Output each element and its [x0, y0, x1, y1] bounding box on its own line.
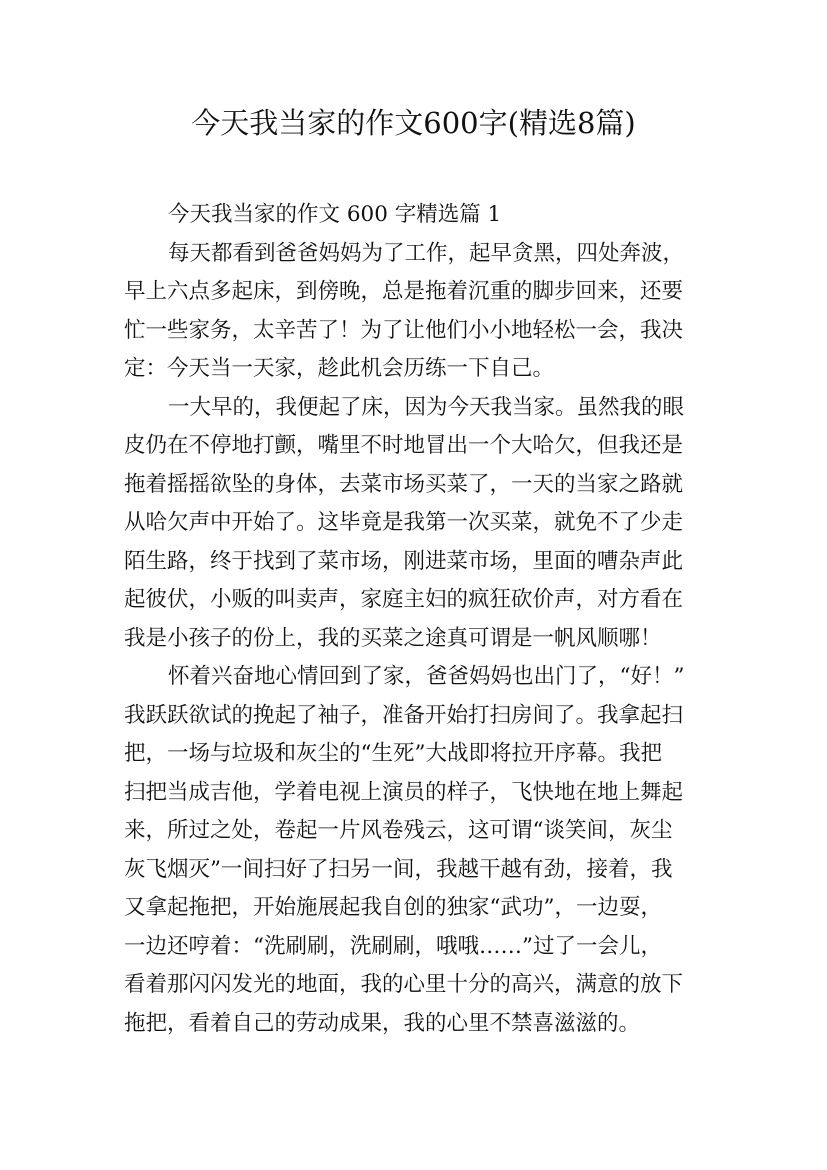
- paragraph-line: 看着那闪闪发光的地面，我的心里十分的高兴，满意的放下: [124, 972, 684, 997]
- section-heading: 今天我当家的作文 600 字精选篇 1: [168, 202, 502, 227]
- paragraph-line: 早上六点多起床，到傍晚，总是拖着沉重的脚步回来，还要: [124, 279, 684, 304]
- paragraph-line: 一边还哼着：“洗刷刷，洗刷刷，哦哦……”过了一会儿，: [124, 933, 662, 959]
- paragraph-line: 一大早的，我便起了床，因为今天我当家。虽然我的眼: [168, 394, 685, 420]
- document-title: 今天我当家的作文600字(精选8篇): [191, 106, 636, 140]
- paragraph-line: 定：今天当一天家，趁此机会历练一下自己。: [124, 356, 555, 381]
- paragraph-line: 又拿起拖把，开始施展起我自创的独家“武功”，一边耍，: [124, 895, 662, 920]
- document-body: [124, 196, 704, 1043]
- paragraph-line: 起彼伏，小贩的叫卖声，家庭主妇的疯狂砍价声，对方看在: [124, 587, 684, 612]
- paragraph-line: 灰飞烟灭”一间扫好了扫另一间，我越干越有劲，接着，我: [124, 856, 673, 882]
- paragraph-line: 皮仍在不停地打颤，嘴里不时地冒出一个大哈欠，但我还是: [124, 433, 684, 458]
- paragraph-line: 忙一些家务，太辛苦了！为了让他们小小地轻松一会，我决: [124, 317, 684, 343]
- paragraph-line: 扫把当成吉他，学着电视上演员的样子，飞快地在地上舞起: [124, 779, 684, 805]
- paragraph-line: 我跃跃欲试的挽起了袖子，准备开始打扫房间了。我拿起扫: [124, 702, 684, 728]
- paragraph-line: 陌生路，终于找到了菜市场，刚进菜市场，里面的嘈杂声此: [124, 548, 684, 574]
- paragraph-line: 怀着兴奋地心情回到了家，爸爸妈妈也出门了，“好！”: [168, 664, 685, 689]
- paragraph-line: 每天都看到爸爸妈妈为了工作，起早贪黑，四处奔波，: [168, 240, 685, 266]
- paragraph-line: 从哈欠声中开始了。这毕竟是我第一次买菜，就免不了少走: [124, 510, 684, 535]
- paragraph-line: 来，所过之处，卷起一片风卷残云，这可谓“谈笑间，灰尘: [124, 818, 673, 843]
- paragraph-line: 把，一场与垃圾和灰尘的“生死”大战即将拉开序幕。我把: [124, 741, 662, 766]
- paragraph-line: 我是小孩子的份上，我的买菜之途真可谓是一帆风顺哪！: [124, 625, 662, 651]
- paragraph-line: 拖把，看着自己的劳动成果，我的心里不禁喜滋滋的。: [124, 1010, 641, 1036]
- paragraph-line: 拖着摇摇欲坠的身体，去菜市场买菜了，一天的当家之路就: [124, 471, 684, 497]
